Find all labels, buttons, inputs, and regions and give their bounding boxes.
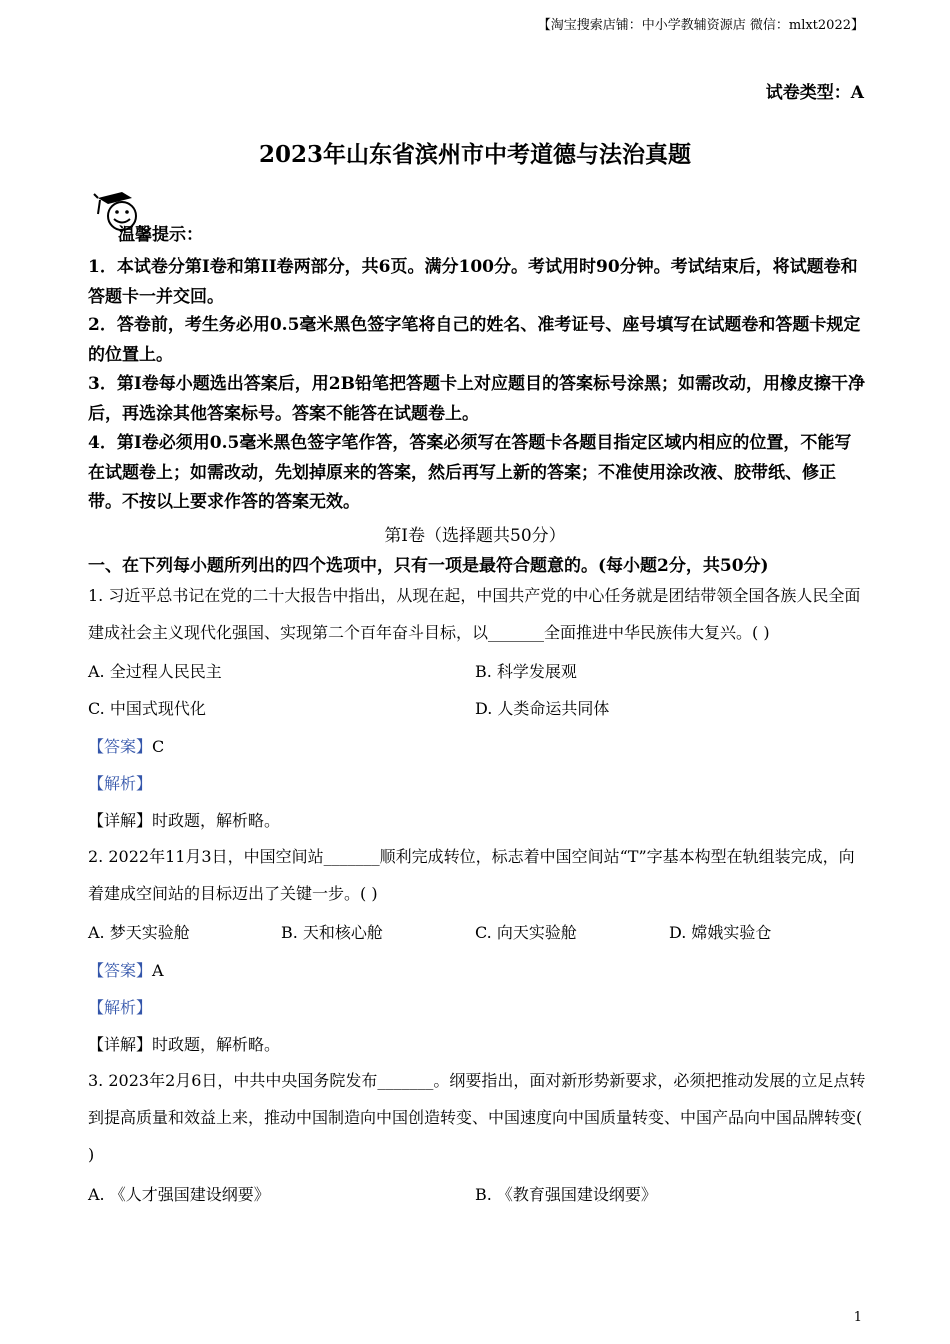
tip-item: 2．答卷前，考生务必用0.5毫米黑色签字笔将自己的姓名、准考证号、座号填写在试题卷和答题卡规定的位置上。 bbox=[88, 315, 861, 365]
answer-value: A bbox=[152, 961, 164, 980]
question-stem: 2. 2022年11月3日，中国空间站_______顺利完成转位，标志着中国空间站“T”字基本构型在轨组装完成，向着建成空间站的目标迈出了关键一步。( ) bbox=[88, 847, 855, 903]
option: B. 《教育强国建设纲要》 bbox=[475, 1185, 657, 1204]
answer-label: 【答案】 bbox=[88, 961, 153, 980]
option: C. 向天实验舱 bbox=[475, 923, 577, 942]
question-stem: 1. 习近平总书记在党的二十大报告中指出，从现在起，中国共产党的中心任务就是团结带领全国各族人民全面建成社会主义现代化强国、实现第二个百年奋斗目标，以_______全面推进中华民族伟大复兴。( ) bbox=[88, 586, 861, 642]
page-number: 1 bbox=[853, 1310, 862, 1325]
analysis-label: 【解析】 bbox=[88, 998, 153, 1017]
detail-label: 【详解】 bbox=[88, 1035, 153, 1054]
detail-label: 【详解】 bbox=[88, 811, 153, 830]
detail-text: 时政题，解析略。 bbox=[152, 1035, 281, 1054]
question-stem: 3. 2023年2月6日，中共中央国务院发布_______。纲要指出，面对新形势新要求，必须把推动发展的立足点转到提高质量和效益上来，推动中国制造向中国创造转变、中国速度向中国质量转变、中国产品向中国品牌转变( ) bbox=[88, 1071, 866, 1164]
part-title: 第Ⅰ卷（选择题共50分） bbox=[384, 526, 566, 546]
option: B. 科学发展观 bbox=[475, 662, 577, 681]
page-title: 2023年山东省滨州市中考道德与法治真题 bbox=[258, 141, 691, 168]
tip-item: 3．第Ⅰ卷每小题选出答案后，用2B铅笔把答题卡上对应题目的答案标号涂黑；如需改动，用橡皮擦干净后，再选涂其他答案标号。答案不能答在试题卷上。 bbox=[88, 374, 865, 424]
analysis-label: 【解析】 bbox=[88, 774, 153, 793]
option: D. 嫦娥实验仓 bbox=[669, 923, 772, 942]
tip-item: 4．第I卷必须用0.5毫米黑色签字笔作答，答案必须写在答题卡各题目指定区域内相应的位置，不能写在试题卷上；如需改动，先划掉原来的答案，然后再写上新的答案；不准使用涂改液、胶带纸、修正带。不按以上要求作答的答案无效。 bbox=[88, 433, 852, 512]
detail-text: 时政题，解析略。 bbox=[152, 811, 281, 830]
paper-type: 试卷类型：A bbox=[765, 83, 864, 103]
option: D. 人类命运共同体 bbox=[475, 699, 610, 718]
answer-value: C bbox=[152, 737, 165, 756]
answer-line bbox=[88, 958, 164, 981]
answer-label: 【答案】 bbox=[88, 737, 153, 756]
option: B. 天和核心舱 bbox=[281, 923, 383, 942]
tips-heading: 温馨提示： bbox=[118, 225, 203, 245]
option: A. 《人才强国建设纲要》 bbox=[88, 1185, 270, 1204]
tip-item: 1．本试卷分第I卷和第II卷两部分，共6页。满分100分。考试用时90分钟。考试结束后，将试题卷和答题卡一并交回。 bbox=[88, 257, 858, 307]
section-title: 一、在下列每小题所列出的四个选项中，只有一项是最符合题意的。(每小题2分，共50分) bbox=[88, 556, 769, 576]
option: C. 中国式现代化 bbox=[88, 699, 206, 718]
option: A. 全过程人民民主 bbox=[88, 662, 222, 681]
detail-line bbox=[88, 1032, 280, 1055]
answer-line bbox=[88, 734, 164, 757]
option: A. 梦天实验舱 bbox=[88, 923, 190, 942]
header-source: 【淘宝搜索店铺：中小学教辅资源店 微信：mlxt2022】 bbox=[537, 18, 864, 33]
detail-line bbox=[88, 808, 280, 831]
